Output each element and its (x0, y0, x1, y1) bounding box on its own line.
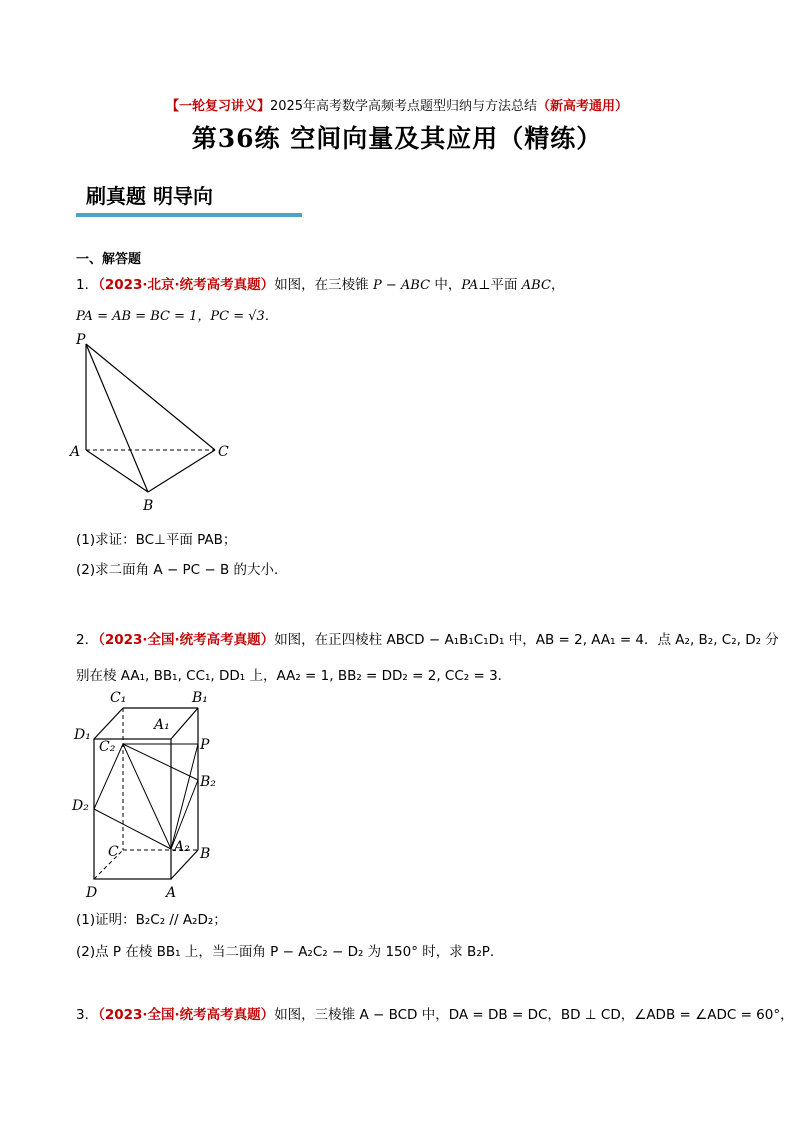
q2-front-face (94, 739, 171, 879)
q1-label-p: P (76, 332, 86, 348)
q2-line-d2a2 (94, 809, 171, 849)
q2-part2: (2)点 P 在棱 BB₁ 上，当二面角 P − A₂C₂ − D₂ 为 150° 时，求 B₂P． (76, 944, 504, 960)
section-heading: 刷真题 明导向 (86, 184, 213, 208)
q1-expr-pa: PA⊥ (461, 278, 491, 293)
q2-label-b2: B₂ (200, 774, 216, 790)
q3-stem-text: 如图，三棱锥 A − BCD 中，DA = DB = DC，BD ⊥ CD，∠ADB = ∠ADC = 60°， (274, 1007, 794, 1023)
series-bracket: 【一轮复习讲义】 (165, 99, 270, 114)
q1-label-c: C (218, 444, 229, 460)
q1-figure (66, 326, 246, 516)
q1-stem-d: ， (550, 277, 565, 293)
q1-source: （2023·北京·统考高考真题） (98, 277, 275, 293)
q1-part1: (1)求证：BC⊥平面 PAB； (76, 532, 237, 548)
q1-given: PA = AB = BC = 1，PC = √3． (76, 309, 278, 324)
q1-label-b: B (143, 498, 154, 514)
q2-given: 别在棱 AA₁, BB₁, CC₁, DD₁ 上，AA₂ = 1, BB₂ = DD₂ = 2, CC₂ = 3． (76, 668, 512, 684)
q2-figure (66, 684, 236, 906)
page-title: 第36练 空间向量及其应用（精练） (191, 124, 603, 153)
q1-expr-pabc: P − ABC (372, 278, 431, 293)
q3-source: （2023·全国·统考高考真题） (98, 1007, 275, 1023)
q2-label-c: C (108, 844, 119, 860)
q2-source: （2023·全国·统考高考真题） (98, 632, 275, 648)
q1-part2: (2)求二面角 A − PC − B 的大小． (76, 562, 288, 578)
q1-stem (76, 273, 564, 293)
q2-line-a2p (171, 744, 198, 849)
q3-stem (76, 1003, 794, 1023)
q2-label-p: P (200, 737, 210, 753)
section-underline (76, 213, 302, 217)
series-tail: （新高考通用） (537, 99, 629, 114)
q2-label-b1: B₁ (192, 690, 208, 706)
part-label: 一、解答题 (76, 252, 142, 267)
q1-stem-b: 中， (434, 277, 462, 293)
q2-label-a: A (166, 885, 177, 901)
q2-label-a1: A₁ (154, 717, 170, 733)
q1-label-a: A (70, 444, 81, 460)
q1-number: 1． (76, 277, 99, 293)
q1-expr-abc: ABC (521, 278, 551, 293)
q1-edge-bc (148, 450, 215, 492)
q2-edge-a1b1 (171, 708, 198, 739)
series-header (0, 95, 794, 114)
q1-stem-a: 如图，在三棱锥 (274, 277, 369, 293)
q2-label-b: B (200, 846, 211, 862)
q2-part1: (1)证明：B₂C₂ // A₂D₂； (76, 912, 227, 928)
q2-label-d: D (86, 885, 98, 901)
q2-label-c1: C₁ (110, 690, 127, 706)
q3-number: 3． (76, 1007, 99, 1023)
q1-edge-pb (86, 344, 148, 492)
q2-label-d1: D₁ (74, 727, 91, 743)
q1-stem-c: 平面 (490, 277, 518, 293)
q2-label-a2: A₂ (174, 839, 190, 855)
q2-label-c2: C₂ (99, 739, 116, 755)
q2-edge-d1c1 (94, 708, 123, 739)
series-main: 2025年高考数学高频考点题型归纳与方法总结 (269, 99, 538, 114)
q2-line-c2a2 (123, 744, 171, 849)
q2-stem-text: 如图，在正四棱柱 ABCD − A₁B₁C₁D₁ 中，AB = 2, AA₁ = 4．点 A₂, B₂, C₂, D₂ 分 (274, 632, 779, 648)
q2-line-c2b2 (123, 744, 198, 780)
q2-label-d2: D₂ (72, 798, 89, 814)
q2-stem (76, 628, 779, 648)
q2-number: 2． (76, 632, 99, 648)
q1-edge-pc (86, 344, 215, 450)
